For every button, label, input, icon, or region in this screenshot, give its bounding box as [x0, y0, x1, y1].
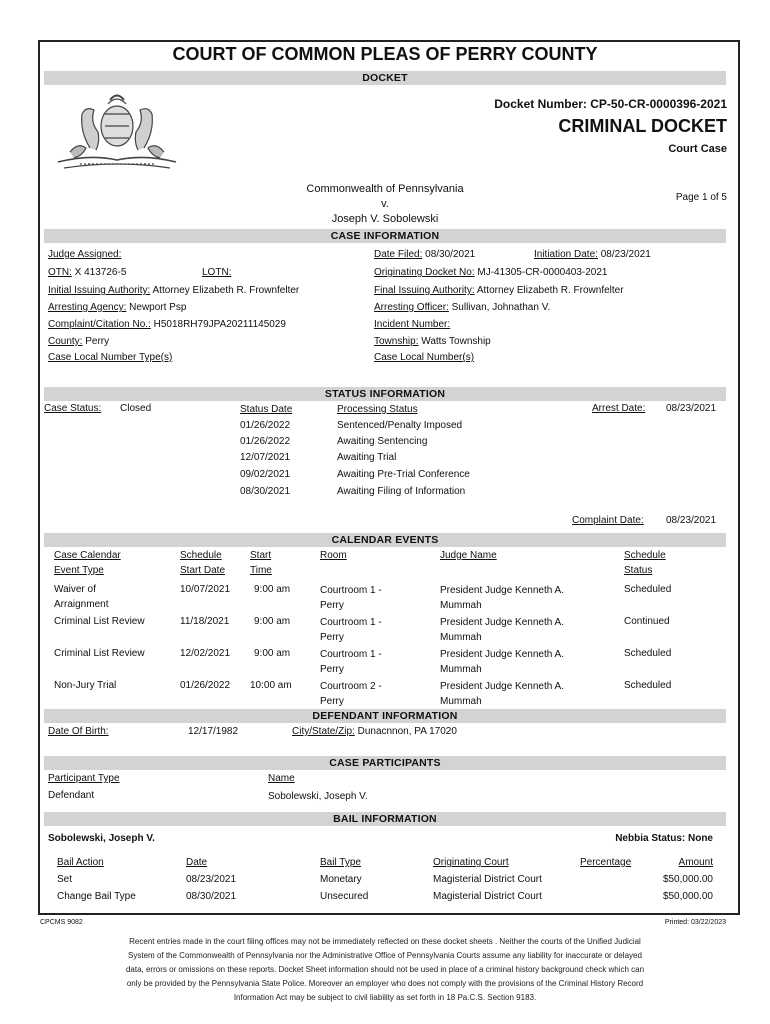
status-date: 08/30/2021 — [240, 486, 291, 497]
status-row — [240, 469, 290, 480]
cal-event-date: 10/07/2021 — [180, 584, 231, 595]
case-status-label: Case Status: — [44, 403, 102, 414]
cal-event-judge: President Judge Kenneth A. — [440, 649, 564, 660]
cal-header-judge: Judge Name — [440, 550, 497, 561]
cal-event-room: Courtroom 1 - — [320, 649, 382, 660]
case-participants-bar: CASE PARTICIPANTS — [44, 756, 726, 770]
cal-event-type: Waiver of — [54, 584, 96, 595]
nebbia-status: Nebbia Status: None — [615, 833, 713, 844]
cal-event-room: Courtroom 2 - — [320, 681, 382, 692]
disclaimer-line: Recent entries made in the court filing offices may not be immediately reflected on these docket sheets . Neither the courts of the Unified Judicial — [129, 937, 641, 946]
bail-type: Monetary — [320, 874, 362, 885]
initial-authority-value: Attorney Elizabeth R. Frownfelter — [152, 285, 300, 296]
defendant-information-bar: DEFENDANT INFORMATION — [44, 709, 726, 723]
cal-header-type-2: Event Type — [54, 565, 104, 576]
cal-event-room: Courtroom 1 - — [320, 585, 382, 596]
originating-docket-label: Originating Docket No: — [374, 267, 475, 278]
arresting-agency-value: Newport Psp — [129, 302, 187, 313]
cal-header-status-1: Schedule — [624, 550, 666, 561]
judge-assigned-label: Judge Assigned: — [48, 249, 122, 260]
county-value: Perry — [85, 336, 110, 347]
arresting-officer-value: Sullivan, Johnathan V. — [451, 302, 551, 313]
cal-event-judge-cont: Mummah — [440, 696, 482, 707]
county-label: County: — [48, 336, 83, 347]
cal-event-status: Scheduled — [624, 584, 672, 595]
cal-event-judge: President Judge Kenneth A. — [440, 681, 564, 692]
originating-docket-row — [374, 267, 607, 278]
status-row — [240, 486, 290, 497]
arresting-agency-label: Arresting Agency: — [48, 302, 127, 313]
processing-status: Awaiting Sentencing — [337, 436, 428, 447]
bail-amount: $50,000.00 — [662, 891, 713, 902]
bail-header-court: Originating Court — [433, 857, 509, 868]
county-row — [48, 336, 109, 347]
complaint-row — [48, 319, 286, 330]
court-case-label: Court Case — [668, 143, 727, 155]
bail-header-percentage: Percentage — [580, 857, 632, 868]
otn-label: OTN: — [48, 267, 72, 278]
cal-header-start-1: Start — [250, 550, 272, 561]
dob-value: 12/17/1982 — [188, 726, 239, 737]
defendant-name: Joseph V. Sobolewski — [331, 213, 439, 225]
status-date: 01/26/2022 — [240, 420, 291, 431]
bail-amount: $50,000.00 — [662, 874, 713, 885]
cal-event-status: Continued — [624, 616, 670, 627]
bail-header-amount: Amount — [678, 857, 713, 868]
pennsylvania-seal-icon — [50, 92, 185, 175]
status-row — [337, 452, 396, 463]
complaint-date-value: 08/23/2021 — [666, 515, 717, 526]
bail-action: Set — [57, 874, 73, 885]
cal-event-time: 9:00 am — [254, 584, 291, 595]
date-filed-row — [374, 249, 475, 260]
incident-number-label: Incident Number: — [374, 319, 451, 330]
date-filed-value: 08/30/2021 — [425, 249, 476, 260]
status-date: 09/02/2021 — [240, 469, 291, 480]
plaintiff-name: Commonwealth of Pennsylvania — [306, 183, 464, 195]
docket-bar: DOCKET — [44, 71, 726, 85]
initiation-date-row — [534, 249, 651, 260]
calendar-events-bar: CALENDAR EVENTS — [44, 533, 726, 547]
city-row — [292, 726, 457, 737]
processing-status-header: Processing Status — [337, 404, 418, 415]
cal-header-room: Room — [320, 550, 347, 561]
case-local-numbers-label: Case Local Number(s) — [374, 352, 475, 363]
status-row — [337, 436, 427, 447]
complaint-label: Complaint/Citation No.: — [48, 319, 151, 330]
participant-type: Defendant — [48, 790, 95, 801]
cal-header-status-2: Status — [624, 565, 653, 576]
status-row — [240, 436, 290, 447]
case-local-number-type-label: Case Local Number Type(s) — [48, 352, 173, 363]
status-row — [337, 420, 462, 431]
status-date: 12/07/2021 — [240, 452, 291, 463]
cal-event-time: 10:00 am — [250, 680, 292, 691]
form-id: CPCMS 9082 — [40, 919, 83, 926]
arrest-date-value: 08/23/2021 — [666, 403, 717, 414]
cal-event-type: Criminal List Review — [54, 648, 145, 659]
disclaimer-line: Information Act may be subject to civil liability as set forth in 18 Pa.C.S. Section 9183. — [233, 993, 537, 1002]
participant-name: Sobolewski, Joseph V. — [268, 791, 368, 802]
bail-date: 08/23/2021 — [186, 874, 237, 885]
dob-label: Date Of Birth: — [48, 726, 109, 737]
township-row — [374, 336, 491, 347]
cal-event-date: 11/18/2021 — [180, 616, 230, 627]
case-information-bar: CASE INFORMATION — [44, 229, 726, 243]
arresting-officer-row — [374, 302, 550, 313]
cal-event-type: Non-Jury Trial — [54, 680, 117, 691]
arresting-officer-label: Arresting Officer: — [374, 302, 449, 313]
bail-court: Magisterial District Court — [433, 874, 542, 885]
cal-event-status: Scheduled — [624, 648, 672, 659]
cal-header-type-1: Case Calendar — [54, 550, 121, 561]
cal-event-date: 01/26/2022 — [180, 680, 231, 691]
bail-header-date: Date — [186, 857, 208, 868]
status-date-header: Status Date — [240, 404, 293, 415]
cal-event-judge: President Judge Kenneth A. — [440, 617, 564, 628]
cal-event-room-cont: Perry — [320, 664, 344, 675]
lotn-label: LOTN: — [202, 267, 232, 278]
cal-header-start-2: Time — [250, 565, 272, 576]
initial-authority-label: Initial Issuing Authority: — [48, 285, 151, 296]
versus-label: v. — [381, 198, 389, 210]
cal-event-type-cont: Arraignment — [54, 599, 109, 610]
final-authority-label: Final Issuing Authority: — [374, 285, 475, 296]
otn-row — [48, 267, 126, 278]
cal-event-room: Courtroom 1 - — [320, 617, 382, 628]
otn-value: X 413726-5 — [74, 267, 127, 278]
initial-authority-row — [48, 285, 299, 296]
date-filed-label: Date Filed: — [374, 249, 423, 260]
cal-event-room-cont: Perry — [320, 600, 344, 611]
city-value: Dunacnnon, PA 17020 — [357, 726, 457, 737]
cal-event-judge-cont: Mummah — [440, 632, 482, 643]
court-title: COURT OF COMMON PLEAS OF PERRY COUNTY — [172, 44, 598, 64]
township-value: Watts Township — [421, 336, 491, 347]
complaint-date-label: Complaint Date: — [572, 515, 644, 526]
final-authority-value: Attorney Elizabeth R. Frownfelter — [476, 285, 624, 296]
arresting-agency-row — [48, 302, 186, 313]
cal-event-judge-cont: Mummah — [440, 600, 482, 611]
bail-court: Magisterial District Court — [433, 891, 542, 902]
cal-event-judge: President Judge Kenneth A. — [440, 585, 564, 596]
processing-status: Sentenced/Penalty Imposed — [337, 420, 463, 431]
township-label: Township: — [374, 336, 419, 347]
complaint-value: H5018RH79JPA20211145029 — [153, 319, 286, 330]
cal-event-room-cont: Perry — [320, 632, 344, 643]
cal-event-status: Scheduled — [624, 680, 672, 691]
arrest-date-label: Arrest Date: — [592, 403, 646, 414]
status-row — [337, 486, 465, 497]
status-row — [337, 469, 470, 480]
disclaimer-line: only be provided by the Pennsylvania State Police. Moreover an employer who does not comply with the provisions of the Criminal History Record — [126, 979, 644, 988]
bail-person: Sobolewski, Joseph V. — [48, 833, 155, 844]
final-authority-row — [374, 285, 624, 296]
page-indicator: Page 1 of 5 — [675, 192, 727, 203]
participant-name-header: Name — [268, 773, 295, 784]
city-label: City/State/Zip: — [292, 726, 355, 737]
disclaimer-line: data, errors or omissions on these reports. Docket Sheet information should not be used in place of a criminal history background check which can — [125, 965, 645, 974]
cal-event-judge-cont: Mummah — [440, 664, 482, 675]
bail-date: 08/30/2021 — [186, 891, 237, 902]
status-row — [240, 420, 290, 431]
bail-information-bar: BAIL INFORMATION — [44, 812, 726, 826]
cal-event-time: 9:00 am — [254, 648, 291, 659]
initiation-date-label: Initiation Date: — [534, 249, 598, 260]
docket-number: Docket Number: CP-50-CR-0000396-2021 — [494, 97, 727, 111]
bail-type: Unsecured — [320, 891, 369, 902]
cal-event-type: Criminal List Review — [54, 616, 145, 627]
processing-status: Awaiting Filing of Information — [337, 486, 466, 497]
cal-event-time: 9:00 am — [254, 616, 291, 627]
case-status-value: Closed — [120, 403, 152, 414]
processing-status: Awaiting Trial — [337, 452, 397, 463]
cal-event-date: 12/02/2021 — [180, 648, 231, 659]
initiation-date-value: 08/23/2021 — [600, 249, 651, 260]
printed-date: Printed: 03/22/2023 — [664, 919, 726, 926]
bail-action: Change Bail Type — [57, 891, 136, 902]
status-row — [240, 452, 290, 463]
participant-type-header: Participant Type — [48, 773, 120, 784]
docket-type: CRIMINAL DOCKET — [558, 116, 727, 136]
status-date: 01/26/2022 — [240, 436, 291, 447]
disclaimer-line: System of the Commonwealth of Pennsylvania nor the Administrative Office of Pennsylvania Courts assume any liability for inaccurate or delayed — [128, 951, 642, 960]
cal-header-sched-2: Start Date — [180, 565, 226, 576]
originating-docket-value: MJ-41305-CR-0000403-2021 — [477, 267, 608, 278]
bail-header-action: Bail Action — [57, 857, 104, 868]
cal-event-room-cont: Perry — [320, 696, 344, 707]
cal-header-sched-1: Schedule — [180, 550, 222, 561]
processing-status: Awaiting Pre-Trial Conference — [337, 469, 470, 480]
status-information-bar: STATUS INFORMATION — [44, 387, 726, 401]
bail-header-type: Bail Type — [320, 857, 361, 868]
